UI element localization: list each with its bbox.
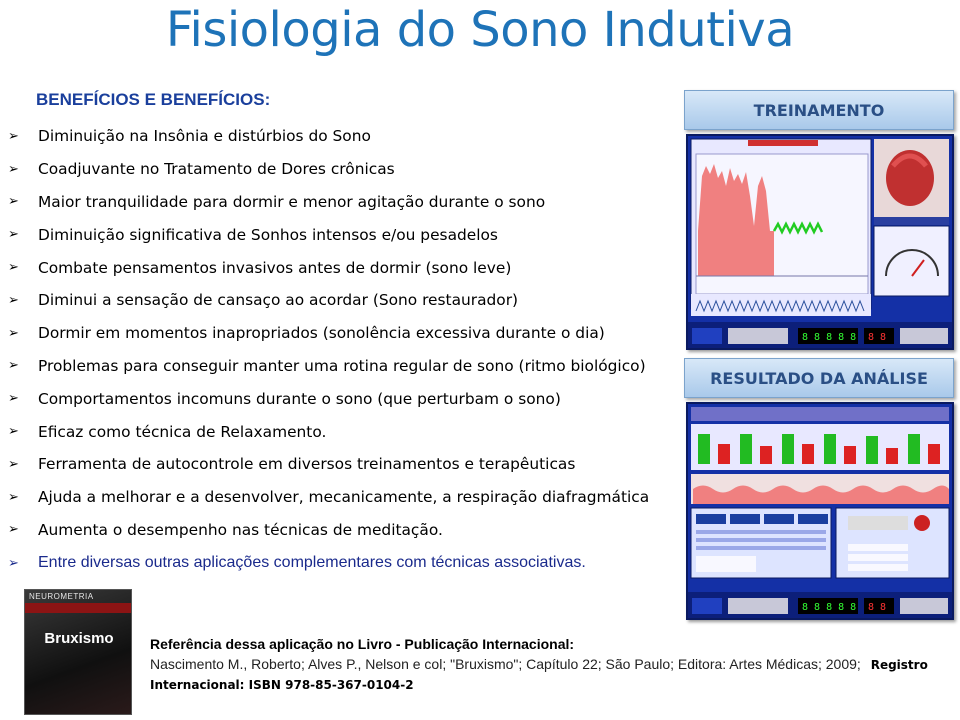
list-item-text: Diminuição na Insônia e distúrbios do Sono [38,127,371,146]
list-item-text: Comportamentos incomuns durante o sono (que perturbam o sono) [38,389,561,408]
reference-isbn: Registro Internacional: ISBN 978-85-367-0104-2 [150,658,928,692]
arrow-bullet-icon: ➢ [8,194,19,210]
list-item [8,218,688,251]
arrow-bullet-icon: ➢ [8,260,19,276]
book-cover-image [24,589,132,715]
reference-citation: Nascimento M., Roberto; Alves P., Nelson e col; "Bruxismo"; Capítulo 22; São Paulo; Editora: Artes Médicas; 2009; [150,656,861,672]
benefits-heading: BENEFÍCIOS E BENEFÍCIOS: [36,90,271,109]
list-item-text: Ajuda a melhorar e a desenvolver, mecanicamente, a respiração diafragmática [38,488,650,507]
list-item-text: Dormir em momentos inapropriados (sonolência excessiva durante o dia) [38,324,605,343]
page-title: Fisiologia do Sono Indutiva [165,2,795,58]
list-item [8,317,688,350]
reference-text [150,655,935,695]
list-item [8,514,688,547]
arrow-bullet-icon: ➢ [8,292,19,308]
list-item-text: Ferramenta de autocontrole em diversos treinamentos e terapêuticas [38,455,576,474]
list-item [8,546,688,579]
list-item-text: Entre diversas outras aplicações complementares com técnicas associativas. [38,553,586,571]
list-item-text: Coadjuvante no Tratamento de Dores crônicas [38,160,395,179]
list-item [8,448,688,481]
arrow-bullet-icon: ➢ [8,358,19,374]
arrow-bullet-icon: ➢ [8,227,19,243]
list-item [8,120,688,153]
list-item-text: Maior tranquilidade para dormir e menor agitação durante o sono [38,192,546,211]
list-item [8,481,688,514]
training-screenshot [686,134,954,350]
benefits-list [8,120,688,579]
reference-heading: Referência dessa aplicação no Livro - Publicação Internacional: [150,636,575,652]
list-item-text: Eficaz como técnica de Relaxamento. [38,422,327,441]
list-item [8,251,688,284]
book-title-bar [25,603,132,613]
book-series: NEUROMETRIA [29,592,94,601]
arrow-bullet-icon: ➢ [8,424,19,440]
arrow-bullet-icon: ➢ [8,554,19,570]
list-item [8,350,688,383]
svg-text:8 8 8 8 8: 8 8 8 8 8 [802,332,857,343]
svg-text:8 8 8 8 8: 8 8 8 8 8 [802,602,857,613]
list-item-text: Problemas para conseguir manter uma rotina regular de sono (ritmo biológico) [38,356,646,375]
list-item [8,153,688,186]
arrow-bullet-icon: ➢ [8,456,19,472]
arrow-bullet-icon: ➢ [8,391,19,407]
list-item [8,382,688,415]
svg-text:8 8: 8 8 [868,332,887,343]
list-item-text: Diminui a sensação de cansaço ao acordar (Sono restaurador) [38,291,519,310]
svg-text:8 8: 8 8 [868,602,887,613]
list-item [8,186,688,219]
list-item-text: Diminuição significativa de Sonhos intensos e/ou pesadelos [38,225,498,244]
arrow-bullet-icon: ➢ [8,161,19,177]
arrow-bullet-icon: ➢ [8,522,19,538]
list-item-text: Combate pensamentos invasivos antes de dormir (sono leve) [38,258,512,277]
list-item-text: Aumenta o desempenho nas técnicas de meditação. [38,520,443,539]
training-label: TREINAMENTO [684,90,954,130]
result-screenshot [686,402,954,620]
arrow-bullet-icon: ➢ [8,489,19,505]
arrow-bullet-icon: ➢ [8,325,19,341]
book-title: Bruxismo [44,630,114,647]
list-item [8,284,688,317]
list-item [8,415,688,448]
arrow-bullet-icon: ➢ [8,128,19,144]
result-label: RESULTADO DA ANÁLISE [684,358,954,398]
